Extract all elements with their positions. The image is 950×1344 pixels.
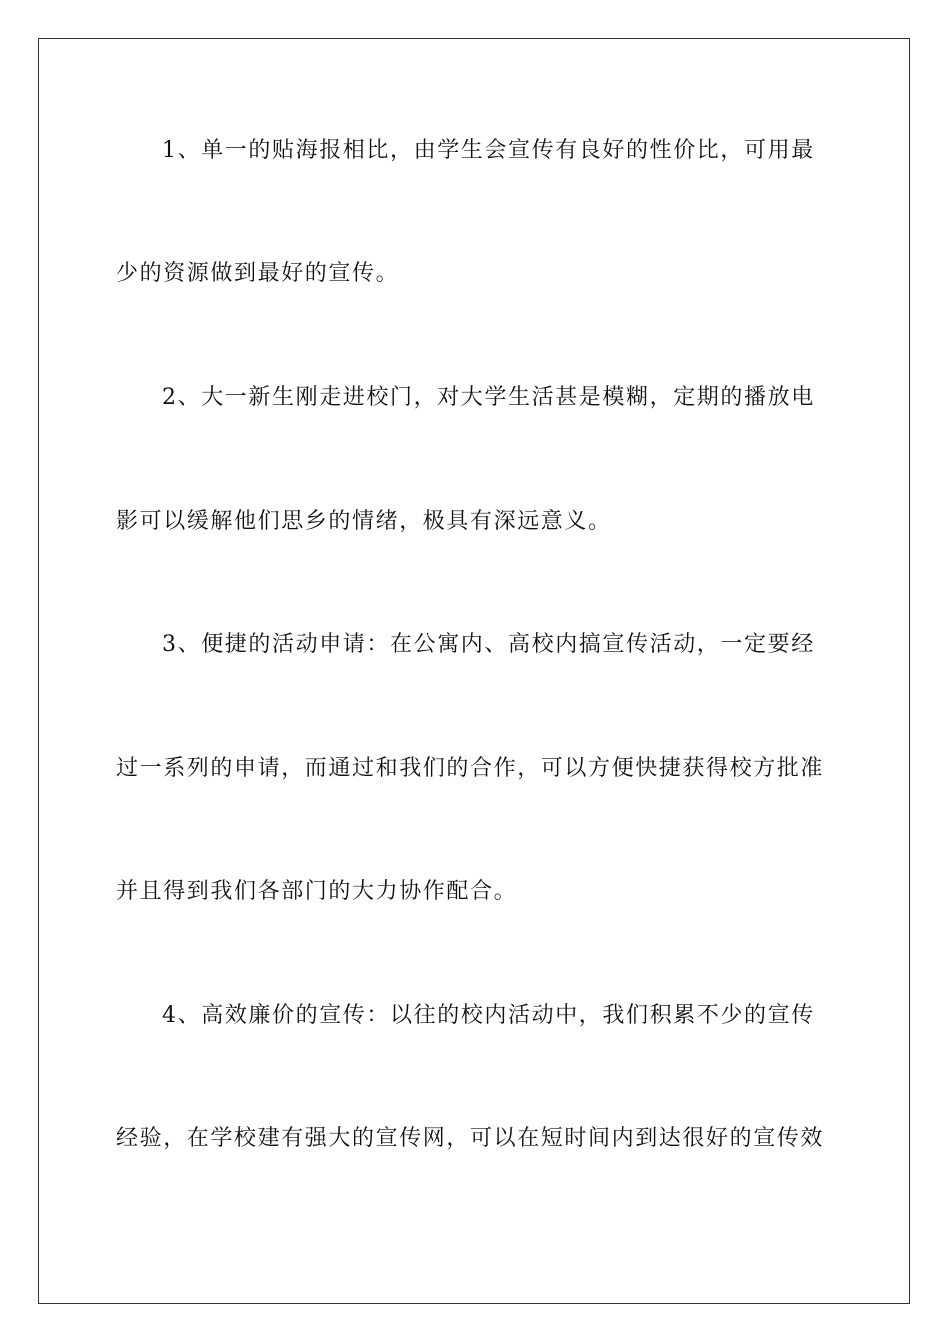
paragraph-3-line-2: 过一系列的申请，而通过和我们的合作，可以方便快捷获得校方批准 — [116, 756, 825, 781]
page-frame — [38, 38, 910, 1304]
paragraph-2-line-1: 2、大一新生刚走进校门，对大学生活甚是模糊，定期的播放电 — [162, 385, 815, 410]
paragraph-3-line-3: 并且得到我们各部门的大力协作配合。 — [116, 879, 518, 904]
paragraph-2-line-2: 影可以缓解他们思乡的情绪，极具有深远意义。 — [116, 509, 612, 534]
paragraph-4-line-2: 经验，在学校建有强大的宣传网，可以在短时间内到达很好的宣传效 — [116, 1126, 825, 1151]
paragraph-1-line-2: 少的资源做到最好的宣传。 — [116, 261, 400, 286]
paragraph-3-line-1: 3、便捷的活动申请：在公寓内、高校内搞宣传活动，一定要经 — [162, 632, 815, 657]
paragraph-1-line-1: 1、单一的贴海报相比，由学生会宣传有良好的性价比，可用最 — [162, 138, 815, 163]
paragraph-4-line-1: 4、高效廉价的宣传：以往的校内活动中，我们积累不少的宣传 — [162, 1003, 815, 1028]
